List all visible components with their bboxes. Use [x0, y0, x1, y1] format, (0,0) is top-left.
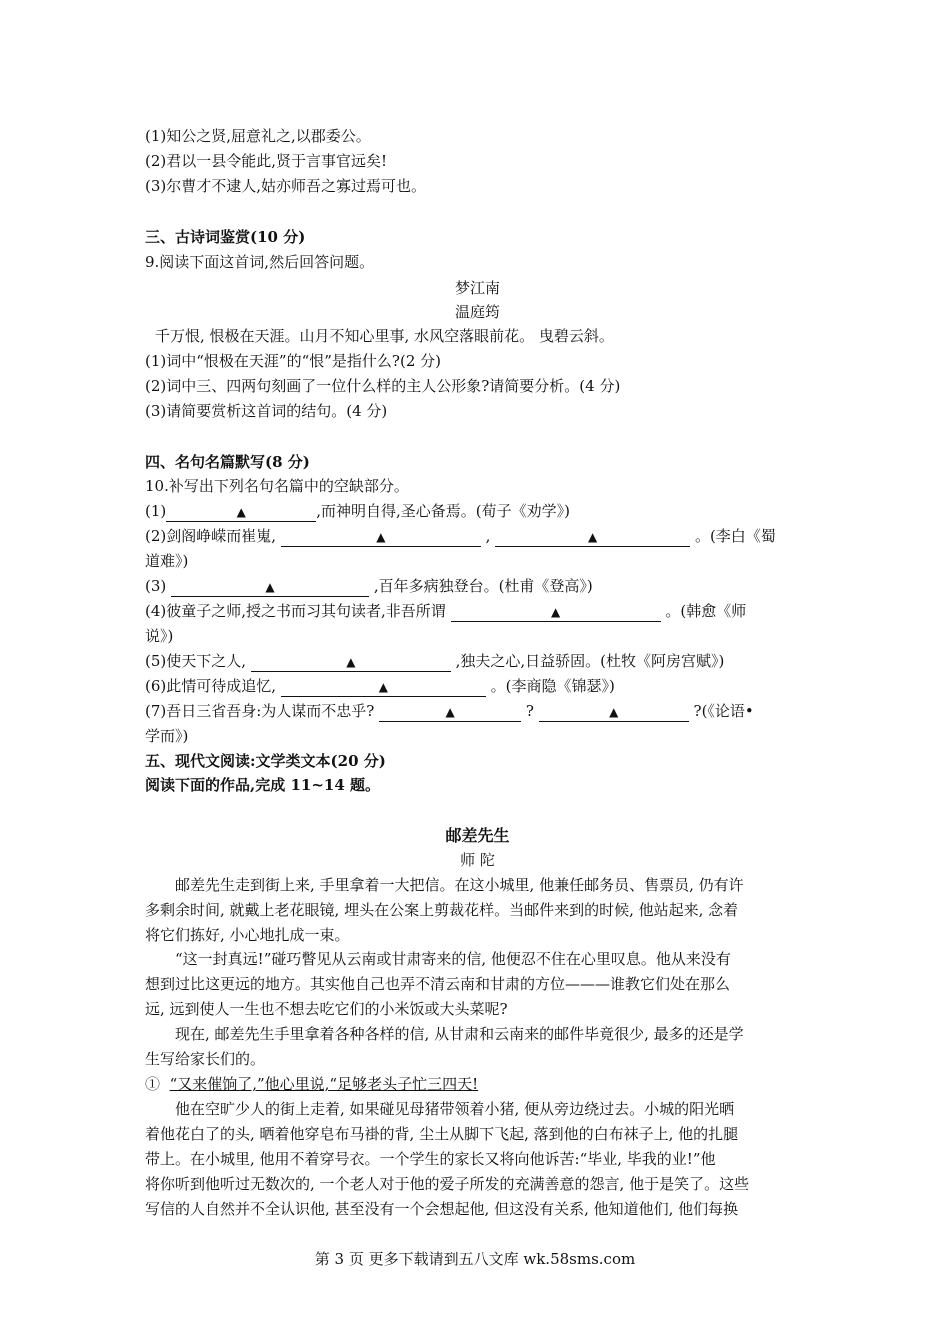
paragraph-1-line-3: 将它们拣好, 小心地扎成一束。: [145, 926, 350, 944]
poem-question-3: (3)请简要赏析这首词的结句。(4 分): [145, 402, 388, 420]
marker-number: ①: [145, 1075, 161, 1093]
dictation-item-4: (4)彼童子之师,授之书而习其句读者,非吾所谓 ▲ 。(韩愈《师: [145, 602, 747, 620]
section-three-heading: 三、古诗词鉴赏(10 分): [145, 228, 306, 246]
answer-blank[interactable]: ▲: [281, 528, 481, 547]
story-author: 师 陀: [460, 851, 495, 869]
dictation-prompt: 10.补写出下列名句名篇中的空缺部分。: [145, 477, 409, 495]
answer-blank[interactable]: ▲: [251, 653, 451, 672]
poem-text: 千万恨, 恨极在天涯。山月不知心里事, 水风空落眼前花。 曳碧云斜。: [155, 327, 614, 345]
poem-author: 温庭筠: [454, 303, 500, 321]
dictation-item-2: (2)剑阁峥嵘而崔嵬, ▲ , ▲ 。(李白《蜀: [145, 527, 776, 545]
paragraph-5-line-4: 将你听到他听过无数次的, 一个老人对于他的爱子所发的充满善意的怨言, 他于是笑了。这些: [145, 1175, 750, 1193]
translation-question-3: (3)尔曹才不逮人,姑亦师吾之寡过焉可也。: [145, 177, 427, 195]
reading-instruction: 阅读下面的作品,完成 11~14 题。: [145, 776, 380, 794]
poem-prompt: 9.阅读下面这首词,然后回答问题。: [145, 253, 375, 271]
story-title: 邮差先生: [445, 826, 510, 845]
dictation-item-4-continued: 说》): [145, 627, 174, 645]
dictation-item-6: (6)此情可待成追忆, ▲ 。(李商隐《锦瑟》): [145, 677, 615, 695]
paragraph-3-line-2: 生写给家长们的。: [145, 1050, 266, 1068]
dictation-item-7-continued: 学而》): [145, 727, 189, 745]
paragraph-1-line-2: 多剩余时间, 就戴上老花眼镜, 埋头在公案上剪裁花样。当邮件来到的时候, 他站起来, 念着: [145, 901, 739, 919]
translation-question-2: (2)君以一县令能此,贤于言事官远矣!: [145, 152, 388, 170]
answer-blank[interactable]: ▲: [281, 678, 486, 697]
answer-blank[interactable]: ▲: [171, 578, 369, 597]
dictation-item-7: (7)吾日三省吾身:为人谋而不忠乎? ▲ ? ▲ ?(《论语•: [145, 702, 754, 720]
poem-title: 梦江南: [454, 279, 500, 297]
paragraph-3-line-1: 现在, 邮差先生手里拿着各种各样的信, 从甘肃和云南来的邮件毕竟很少, 最多的还是学: [175, 1025, 744, 1043]
paragraph-2-line-2: 想到过比这更远的地方。其实他自己也弄不清云南和甘肃的方位———谁教它们处在那么: [145, 975, 731, 993]
dictation-item-2-continued: 道难》): [145, 552, 189, 570]
paragraph-2-line-1: “这一封真远!”碰巧瞥见从云南或甘肃寄来的信, 他便忍不住在心里叹息。他从来没有: [175, 950, 731, 968]
dictation-item-1: (1) ▲ ,而神明自得,圣心备焉。(荀子《劝学》): [145, 502, 570, 520]
dictation-item-3: (3) ▲ ,百年多病独登台。(杜甫《登高》): [145, 577, 593, 595]
paragraph-4: [145, 1072, 810, 1096]
paragraph-5-line-2: 着他花白了的头, 晒着他穿皂布马褂的背, 尘土从脚下飞起, 落到他的白布袜子上, 他的扎腿: [145, 1125, 739, 1143]
poem-question-1: (1)词中“恨极在天涯”的“恨”是指什么?(2 分): [145, 352, 441, 370]
page-footer: 第 3 页 更多下载请到五八文库 wk.58sms.com: [314, 1250, 636, 1268]
paragraph-2-line-3: 远, 远到使人一生也不想去吃它们的小米饭或大头菜呢?: [145, 1000, 508, 1018]
answer-blank[interactable]: ▲: [166, 503, 316, 522]
underlined-sentence: “又来催饷了,”他心里说,“足够老头子忙三四天!: [169, 1075, 479, 1093]
paragraph-1-line-1: 邮差先生走到街上来, 手里拿着一大把信。在这小城里, 他兼任邮务员、售票员, 仍有许: [175, 876, 744, 894]
translation-question-1: (1)知公之贤,屈意礼之,以郡委公。: [145, 127, 371, 145]
poem-question-2: (2)词中三、四两句刻画了一位什么样的主人公形象?请简要分析。(4 分): [145, 377, 621, 395]
section-four-heading: 四、名句名篇默写(8 分): [145, 453, 310, 471]
paragraph-5-line-3: 带上。在小城里, 他用不着穿号衣。一个学生的家长又将向他诉苦:“毕业, 毕我的业!”他: [145, 1150, 716, 1168]
answer-blank[interactable]: ▲: [539, 703, 689, 722]
answer-blank[interactable]: ▲: [379, 703, 521, 722]
paragraph-5-line-5: 写信的人自然并不全认识他, 甚至没有一个会想起他, 但这没有关系, 他知道他们, 他们每换: [145, 1200, 739, 1218]
answer-blank[interactable]: ▲: [495, 528, 690, 547]
section-five-heading: 五、现代文阅读:文学类文本(20 分): [145, 752, 386, 770]
dictation-item-5: (5)使天下之人, ▲ ,独夫之心,日益骄固。(杜牧《阿房宫赋》): [145, 652, 725, 670]
paragraph-5-line-1: 他在空旷少人的街上走着, 如果碰见母猪带领着小猪, 便从旁边绕过去。小城的阳光晒: [175, 1100, 735, 1118]
answer-blank[interactable]: ▲: [451, 603, 661, 622]
